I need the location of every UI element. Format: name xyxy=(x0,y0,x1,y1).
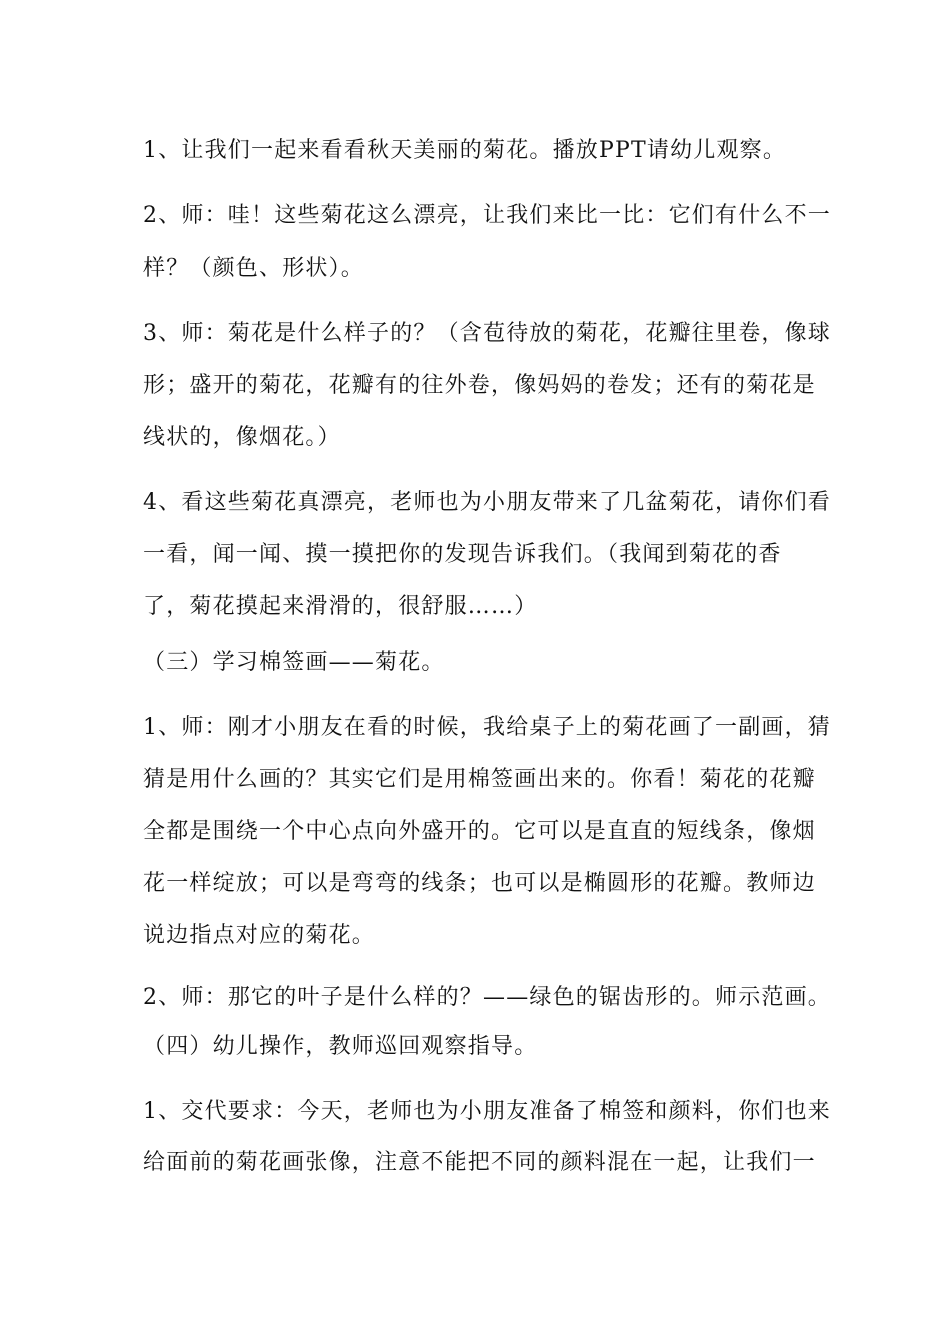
text-line-12: 猜是用什么画的？其实它们是用棉签画出来的。你看！菊花的花瓣 xyxy=(143,767,816,792)
text-line-8: 一看，闻一闻、摸一摸把你的发现告诉我们。（我闻到菊花的香 xyxy=(143,542,782,567)
text-line-13: 全都是围绕一个中心点向外盛开的。它可以是直直的短线条，像烟 xyxy=(143,819,816,844)
text-line-3: 样？（颜色、形状）。 xyxy=(143,256,365,281)
text-line-19: 给面前的菊花画张像，注意不能把不同的颜料混在一起，让我们一 xyxy=(143,1150,816,1175)
text-line-18: 1、交代要求：今天，老师也为小朋友准备了棉签和颜料，你们也来 xyxy=(143,1099,831,1124)
text-line-4: 3、师：菊花是什么样子的？（含苞待放的菊花，花瓣往里卷，像球 xyxy=(143,321,831,346)
text-line-14: 花一样绽放；可以是弯弯的线条；也可以是椭圆形的花瓣。教师边 xyxy=(143,871,816,896)
text-line-2: 2、师：哇！这些菊花这么漂亮，让我们来比一比：它们有什么不一 xyxy=(143,203,831,228)
text-line-9: 了，菊花摸起来滑滑的，很舒服……） xyxy=(143,594,538,619)
text-line-15: 说边指点对应的菊花。 xyxy=(143,923,376,948)
section-heading-4: （四）幼儿操作，教师巡回观察指导。 xyxy=(143,1034,538,1059)
text-line-11: 1、师：刚才小朋友在看的时候，我给桌子上的菊花画了一副画，猜 xyxy=(143,715,831,740)
text-line-7: 4、看这些菊花真漂亮，老师也为小朋友带来了几盆菊花，请你们看 xyxy=(143,490,831,515)
text-line-5: 形；盛开的菊花，花瓣有的往外卷，像妈妈的卷发；还有的菊花是 xyxy=(143,373,816,398)
section-heading-3: （三）学习棉签画——菊花。 xyxy=(143,650,445,675)
text-line-6: 线状的，像烟花。） xyxy=(143,425,341,450)
text-line-1: 1、让我们一起来看看秋天美丽的菊花。播放PPT请幼儿观察。 xyxy=(143,138,787,163)
text-line-16: 2、师：那它的叶子是什么样的？——绿色的锯齿形的。师示范画。 xyxy=(143,985,831,1010)
